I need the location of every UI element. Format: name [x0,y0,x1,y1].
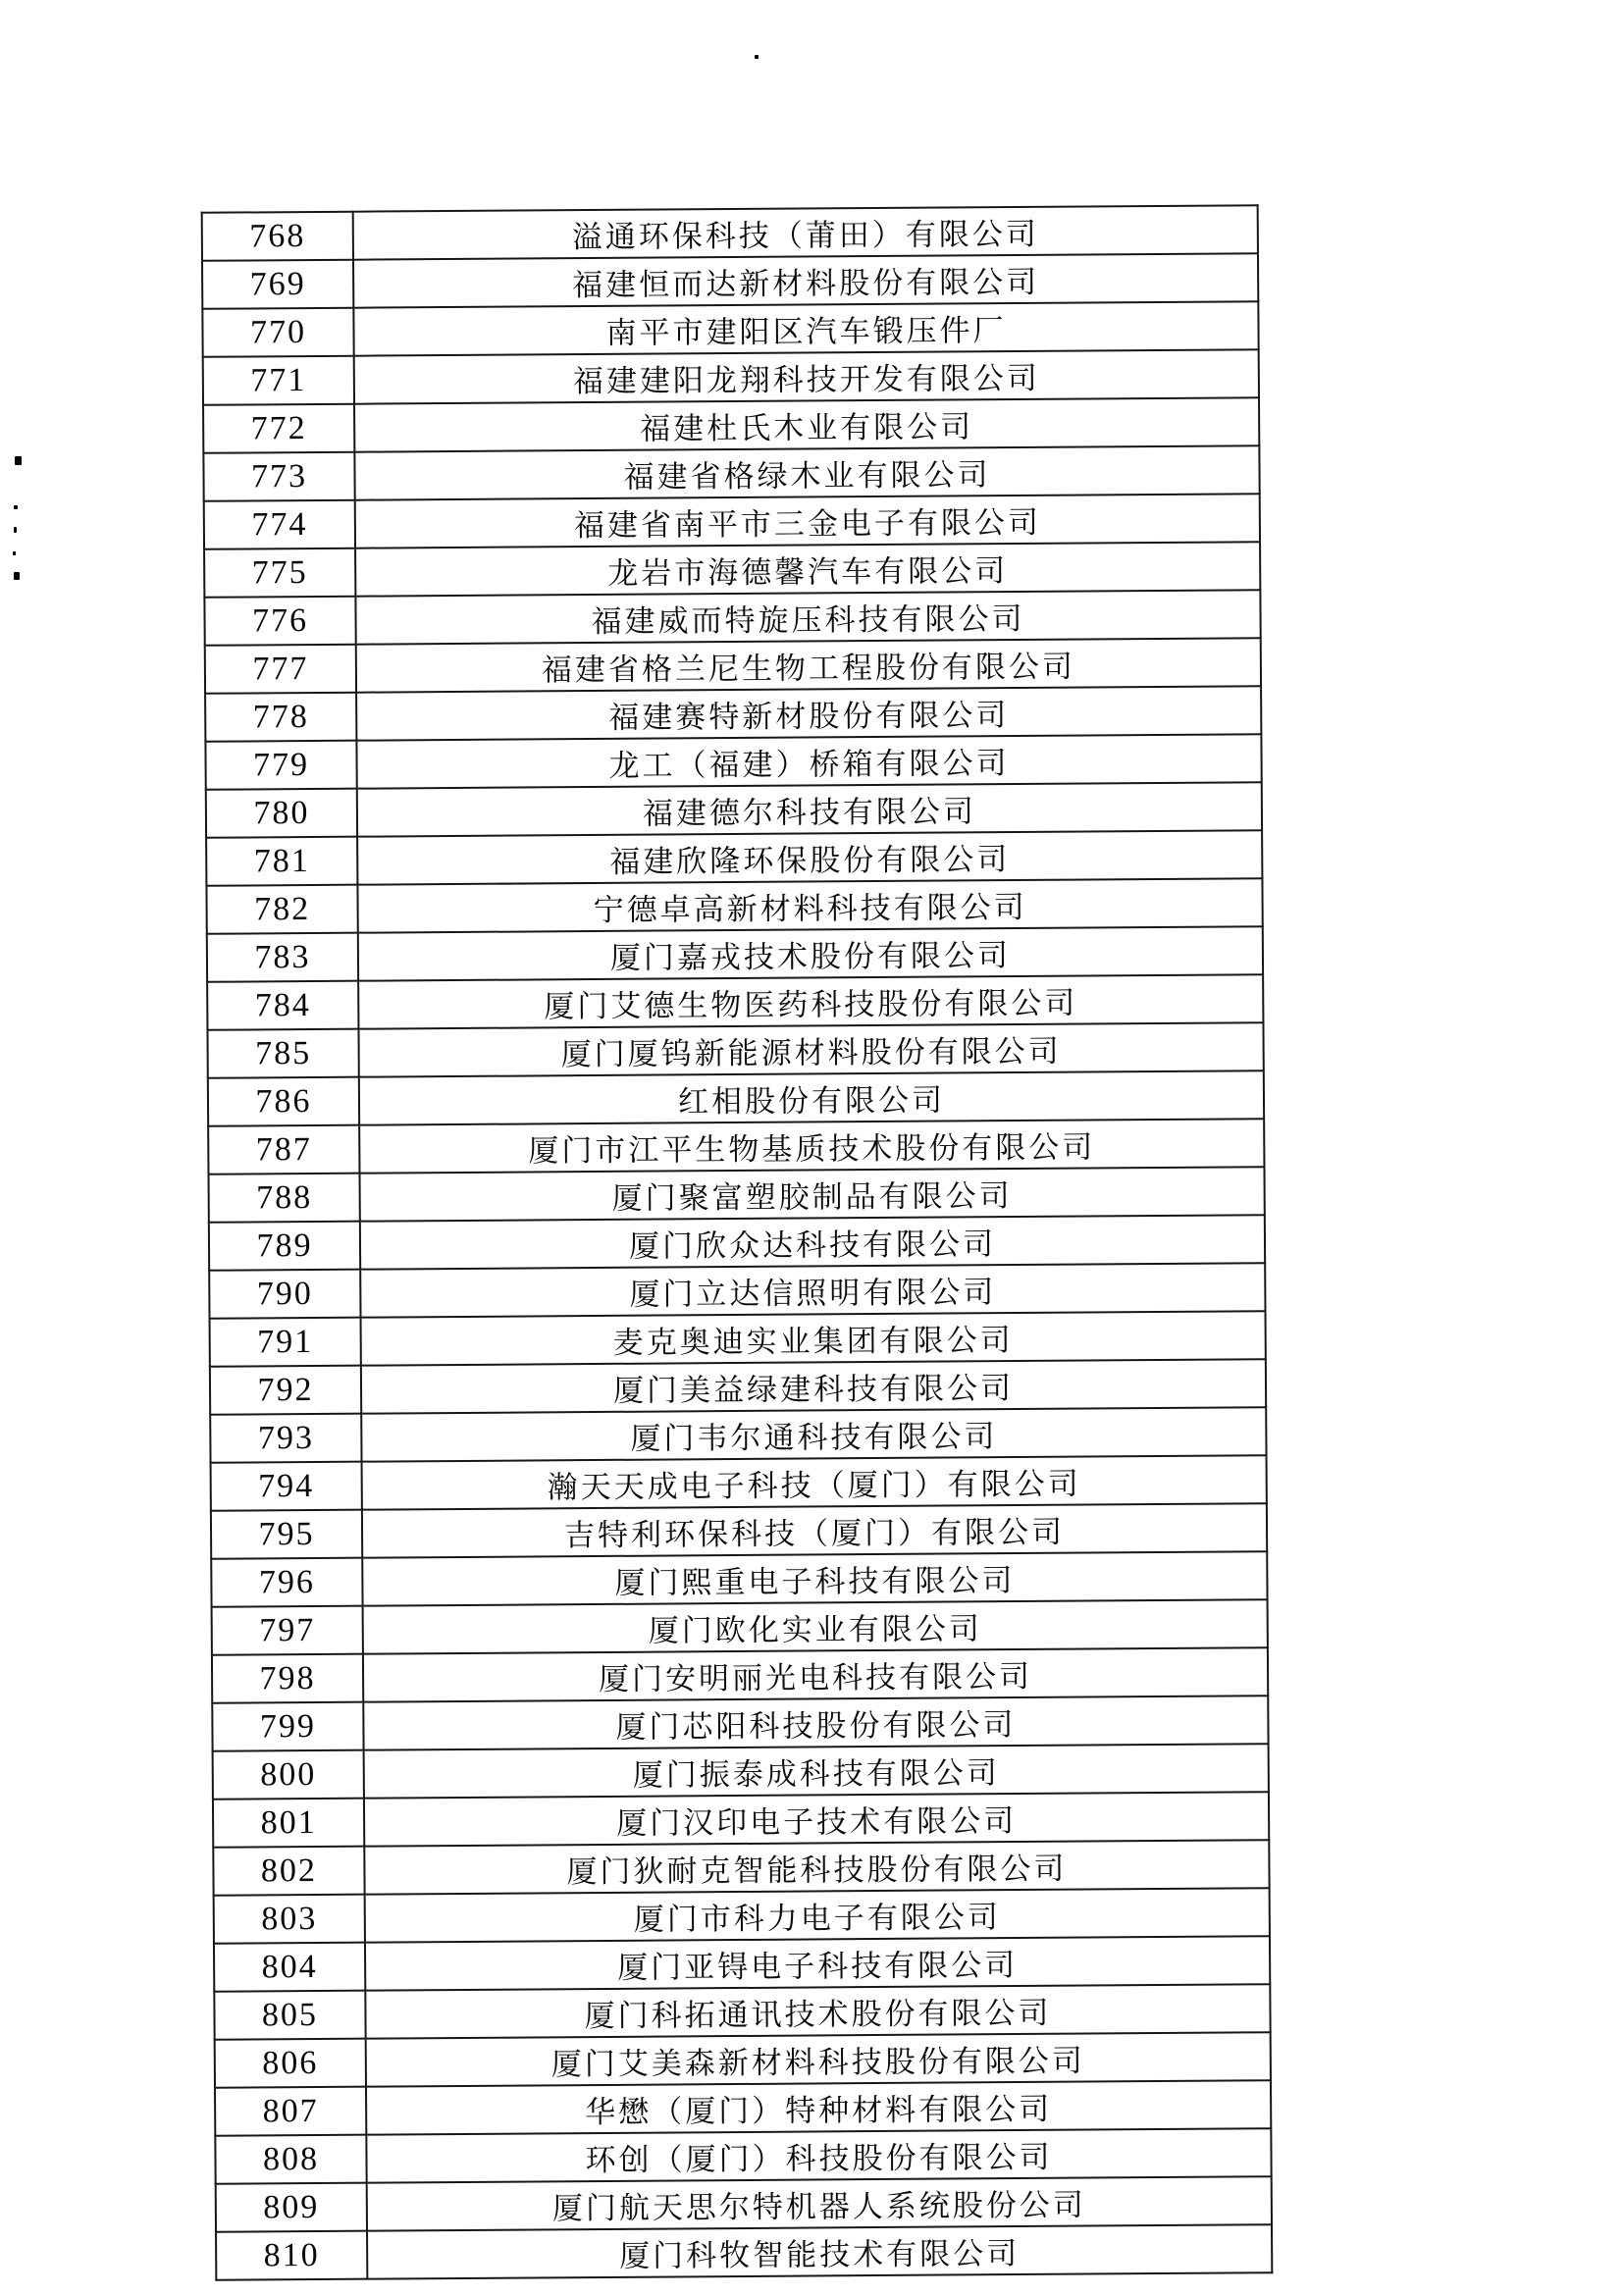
table-row [207,926,1263,982]
company-name: 厦门熙重电子科技有限公司 [362,1551,1267,1605]
row-number: 801 [213,1799,364,1848]
company-name: 红相股份有限公司 [359,1070,1264,1124]
row-number: 799 [212,1702,363,1751]
table-row [211,1455,1267,1511]
row-number: 798 [212,1654,363,1703]
table-row [210,1311,1266,1367]
row-number: 789 [209,1222,360,1271]
table-row [202,253,1258,309]
table-row [209,1215,1265,1271]
company-name: 福建威而特旋压科技有限公司 [355,590,1260,644]
row-number: 786 [208,1077,359,1126]
company-table-body [202,205,1273,2279]
row-number: 781 [206,837,357,886]
table-row [203,445,1259,501]
company-name: 华懋（厦门）特种材料有限公司 [366,2080,1271,2134]
company-name: 厦门美益绿建科技有限公司 [361,1359,1266,1413]
company-name: 厦门厦钨新能源材料股份有限公司 [358,1022,1263,1076]
scan-speck [15,456,22,465]
table-row [211,1503,1267,1559]
company-name: 厦门亚锝电子科技有限公司 [365,1936,1270,1990]
row-number: 779 [205,741,356,790]
row-number: 770 [202,308,353,357]
company-name: 溢通环保科技（莆田）有限公司 [353,205,1258,259]
company-name: 宁德卓高新材料科技有限公司 [357,878,1262,932]
scan-speck [14,572,20,580]
company-name: 厦门安明丽光电科技有限公司 [363,1647,1268,1701]
company-name: 厦门市科力电子有限公司 [365,1888,1270,1942]
table-row [202,301,1258,357]
row-number: 771 [203,356,354,405]
row-number: 774 [204,500,355,549]
company-name: 龙岩市海德馨汽车有限公司 [355,542,1260,596]
company-name: 厦门嘉戎技术股份有限公司 [358,926,1263,980]
table-row [209,1263,1265,1319]
company-name: 厦门欧化实业有限公司 [363,1599,1268,1653]
company-name: 厦门市江平生物基质技术股份有限公司 [359,1119,1264,1173]
table-row [205,638,1261,694]
row-number: 800 [213,1750,364,1800]
row-number: 788 [208,1174,359,1223]
row-number: 790 [209,1270,360,1319]
company-name: 麦克奥迪实业集团有限公司 [361,1311,1266,1365]
company-name: 福建省格兰尼生物工程股份有限公司 [356,638,1261,692]
company-name: 福建恒而达新材料股份有限公司 [353,253,1258,307]
row-number: 795 [211,1510,362,1559]
table-row [204,494,1260,549]
row-number: 775 [204,548,355,598]
row-number: 777 [205,645,356,694]
company-name: 厦门立达信照明有限公司 [360,1263,1265,1317]
table-row [203,397,1259,453]
table-row [203,349,1259,405]
company-name: 福建建阳龙翔科技开发有限公司 [354,349,1259,403]
row-number: 809 [216,2183,367,2232]
row-number: 792 [210,1366,361,1415]
company-name: 厦门芯阳科技股份有限公司 [363,1696,1268,1749]
table-row [216,2224,1272,2280]
row-number: 797 [212,1606,363,1655]
table-row [204,542,1260,598]
company-name: 厦门韦尔通科技有限公司 [361,1407,1266,1461]
table-row [208,1070,1264,1126]
table-row [204,590,1260,646]
company-name: 南平市建阳区汽车锻压件厂 [353,301,1258,355]
scan-speck [13,551,16,555]
table-row [206,878,1262,934]
company-name: 福建省格绿木业有限公司 [354,445,1259,499]
scan-speck [14,527,17,533]
table-row [207,974,1263,1030]
table-row [213,1744,1269,1800]
row-number: 784 [207,981,358,1030]
company-name: 厦门艾美森新材料科技股份有限公司 [366,2032,1271,2086]
company-name: 厦门艾德生物医药科技股份有限公司 [358,974,1263,1028]
table-row [213,1792,1269,1848]
scan-speck [14,505,18,509]
company-name: 福建德尔科技有限公司 [357,782,1262,836]
table-row [214,1984,1270,2040]
company-name: 龙工（福建）桥箱有限公司 [356,734,1261,788]
row-number: 808 [215,2135,366,2184]
row-number: 785 [207,1029,358,1078]
row-number: 796 [211,1558,362,1607]
company-name: 厦门聚富塑胶制品有限公司 [359,1167,1264,1221]
row-number: 772 [203,404,354,453]
table-row [214,1936,1270,1992]
row-number: 802 [213,1847,364,1896]
row-number: 783 [207,933,358,982]
company-name: 厦门汉印电子技术有限公司 [364,1792,1269,1846]
table-row [205,734,1261,790]
table-row [208,1119,1264,1174]
row-number: 787 [208,1125,359,1174]
table-row [213,1840,1269,1896]
table-row [211,1551,1267,1607]
company-name: 福建赛特新材股份有限公司 [356,686,1261,740]
table-row [212,1599,1268,1655]
table-row [210,1407,1266,1463]
company-name: 厦门科牧智能技术有限公司 [367,2224,1272,2278]
row-number: 791 [210,1318,361,1367]
company-name: 厦门航天思尔特机器人系统股份公司 [367,2176,1272,2230]
company-list-table-wrap [201,204,1274,2280]
row-number: 780 [206,789,357,838]
row-number: 810 [216,2231,367,2280]
row-number: 776 [204,597,355,646]
company-name: 环创（厦门）科技股份有限公司 [366,2128,1271,2182]
table-row [207,1022,1263,1078]
table-row [215,2080,1271,2136]
table-row [208,1167,1264,1223]
company-name: 厦门狄耐克智能科技股份有限公司 [364,1840,1269,1894]
table-row [214,1888,1270,1944]
row-number: 804 [214,1943,365,1992]
table-row [212,1647,1268,1703]
table-row [212,1696,1268,1751]
row-number: 806 [215,2039,366,2088]
company-list-table [201,204,1274,2280]
row-number: 807 [215,2087,366,2136]
row-number: 794 [211,1462,362,1511]
table-row [202,205,1258,261]
scan-speck [755,55,759,59]
table-row [206,830,1262,886]
table-row [206,782,1262,838]
row-number: 769 [202,260,353,309]
table-row [205,686,1261,742]
row-number: 778 [205,693,356,742]
row-number: 793 [210,1414,361,1463]
company-name: 福建欣隆环保股份有限公司 [357,830,1262,884]
table-row [215,2032,1271,2088]
row-number: 805 [214,1991,365,2040]
company-name: 厦门科拓通讯技术股份有限公司 [365,1984,1270,2038]
company-name: 瀚天天成电子科技（厦门）有限公司 [362,1455,1267,1509]
company-name: 厦门振泰成科技有限公司 [364,1744,1269,1798]
company-name: 厦门欣众达科技有限公司 [360,1215,1265,1269]
company-name: 福建杜氏木业有限公司 [354,397,1259,451]
table-row [210,1359,1266,1415]
row-number: 773 [203,452,354,501]
row-number: 803 [214,1895,365,1944]
row-number: 768 [202,212,353,261]
company-name: 吉特利环保科技（厦门）有限公司 [362,1503,1267,1557]
table-row [216,2176,1272,2232]
table-row [215,2128,1271,2184]
company-name: 福建省南平市三金电子有限公司 [355,494,1260,548]
row-number: 782 [206,885,357,934]
